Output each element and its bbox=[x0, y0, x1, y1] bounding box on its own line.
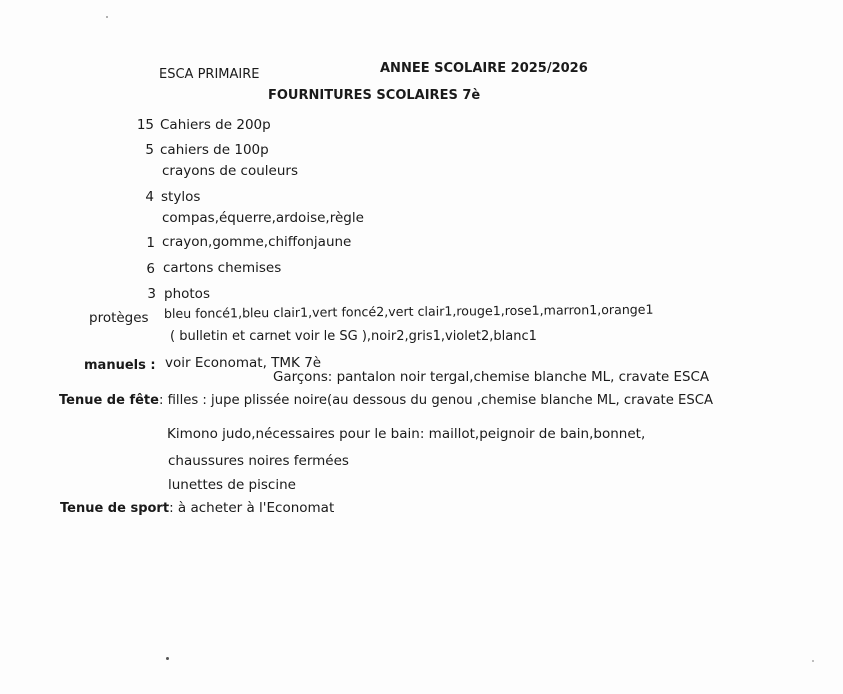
page-title: FOURNITURES SCOLAIRES 7è bbox=[268, 88, 481, 103]
supply-qty: 4 bbox=[145, 189, 154, 205]
supply-item: cartons chemises bbox=[163, 260, 282, 276]
tenue-sport-label: Tenue de sport bbox=[60, 501, 170, 516]
tenue-fete-row bbox=[59, 392, 713, 409]
supply-item: compas,équerre,ardoise,règle bbox=[162, 210, 364, 226]
proteges-colors: bleu foncé1,bleu clair1,vert foncé2,vert clair1,rouge1,rose1,marron1,orange1 bbox=[163, 301, 654, 321]
manuels-text: voir Economat, TMK 7è bbox=[165, 355, 322, 371]
tenue-fete-filles: : filles : jupe plissée noire(au dessous du genou ,chemise blanche ML, cravate ESCA bbox=[158, 393, 713, 408]
supply-qty: 15 bbox=[136, 117, 154, 133]
supply-item: stylos bbox=[161, 189, 201, 205]
tenue-fete-extra: Kimono judo,nécessaires pour le bain: maillot,peignoir de bain,bonnet, bbox=[167, 426, 646, 442]
supply-item: photos bbox=[164, 286, 210, 302]
supply-qty: 1 bbox=[146, 235, 155, 251]
school-name: ESCA PRIMAIRE bbox=[159, 67, 260, 82]
tenue-fete-goggles: lunettes de piscine bbox=[168, 477, 296, 493]
supply-qty: 5 bbox=[145, 142, 154, 158]
supply-item: cahiers de 100p bbox=[160, 142, 269, 158]
supply-item: Cahiers de 200p bbox=[160, 117, 271, 133]
proteges-label: protèges bbox=[89, 310, 149, 326]
manuels-label: manuels : bbox=[84, 358, 156, 373]
tenue-sport-row bbox=[60, 500, 334, 517]
scan-speck bbox=[166, 657, 169, 660]
tenue-fete-shoes: chaussures noires fermées bbox=[168, 453, 349, 469]
scan-speck bbox=[812, 660, 814, 662]
scan-speck bbox=[106, 16, 108, 18]
tenue-fete-garcons: Garçons: pantalon noir tergal,chemise blanche ML, cravate ESCA bbox=[273, 370, 710, 385]
tenue-fete-label: Tenue de fête bbox=[59, 393, 159, 408]
tenue-sport-text: : à acheter à l'Economat bbox=[169, 500, 335, 516]
proteges-colors-continued: ( bulletin et carnet voir le SG ),noir2,gris1,violet2,blanc1 bbox=[170, 329, 537, 344]
supply-item: crayon,gomme,chiffonjaune bbox=[162, 234, 352, 250]
supply-item: crayons de couleurs bbox=[162, 163, 298, 179]
supply-qty: 3 bbox=[147, 286, 156, 302]
supply-qty: 6 bbox=[146, 261, 155, 277]
school-year: ANNEE SCOLAIRE 2025/2026 bbox=[380, 61, 588, 76]
